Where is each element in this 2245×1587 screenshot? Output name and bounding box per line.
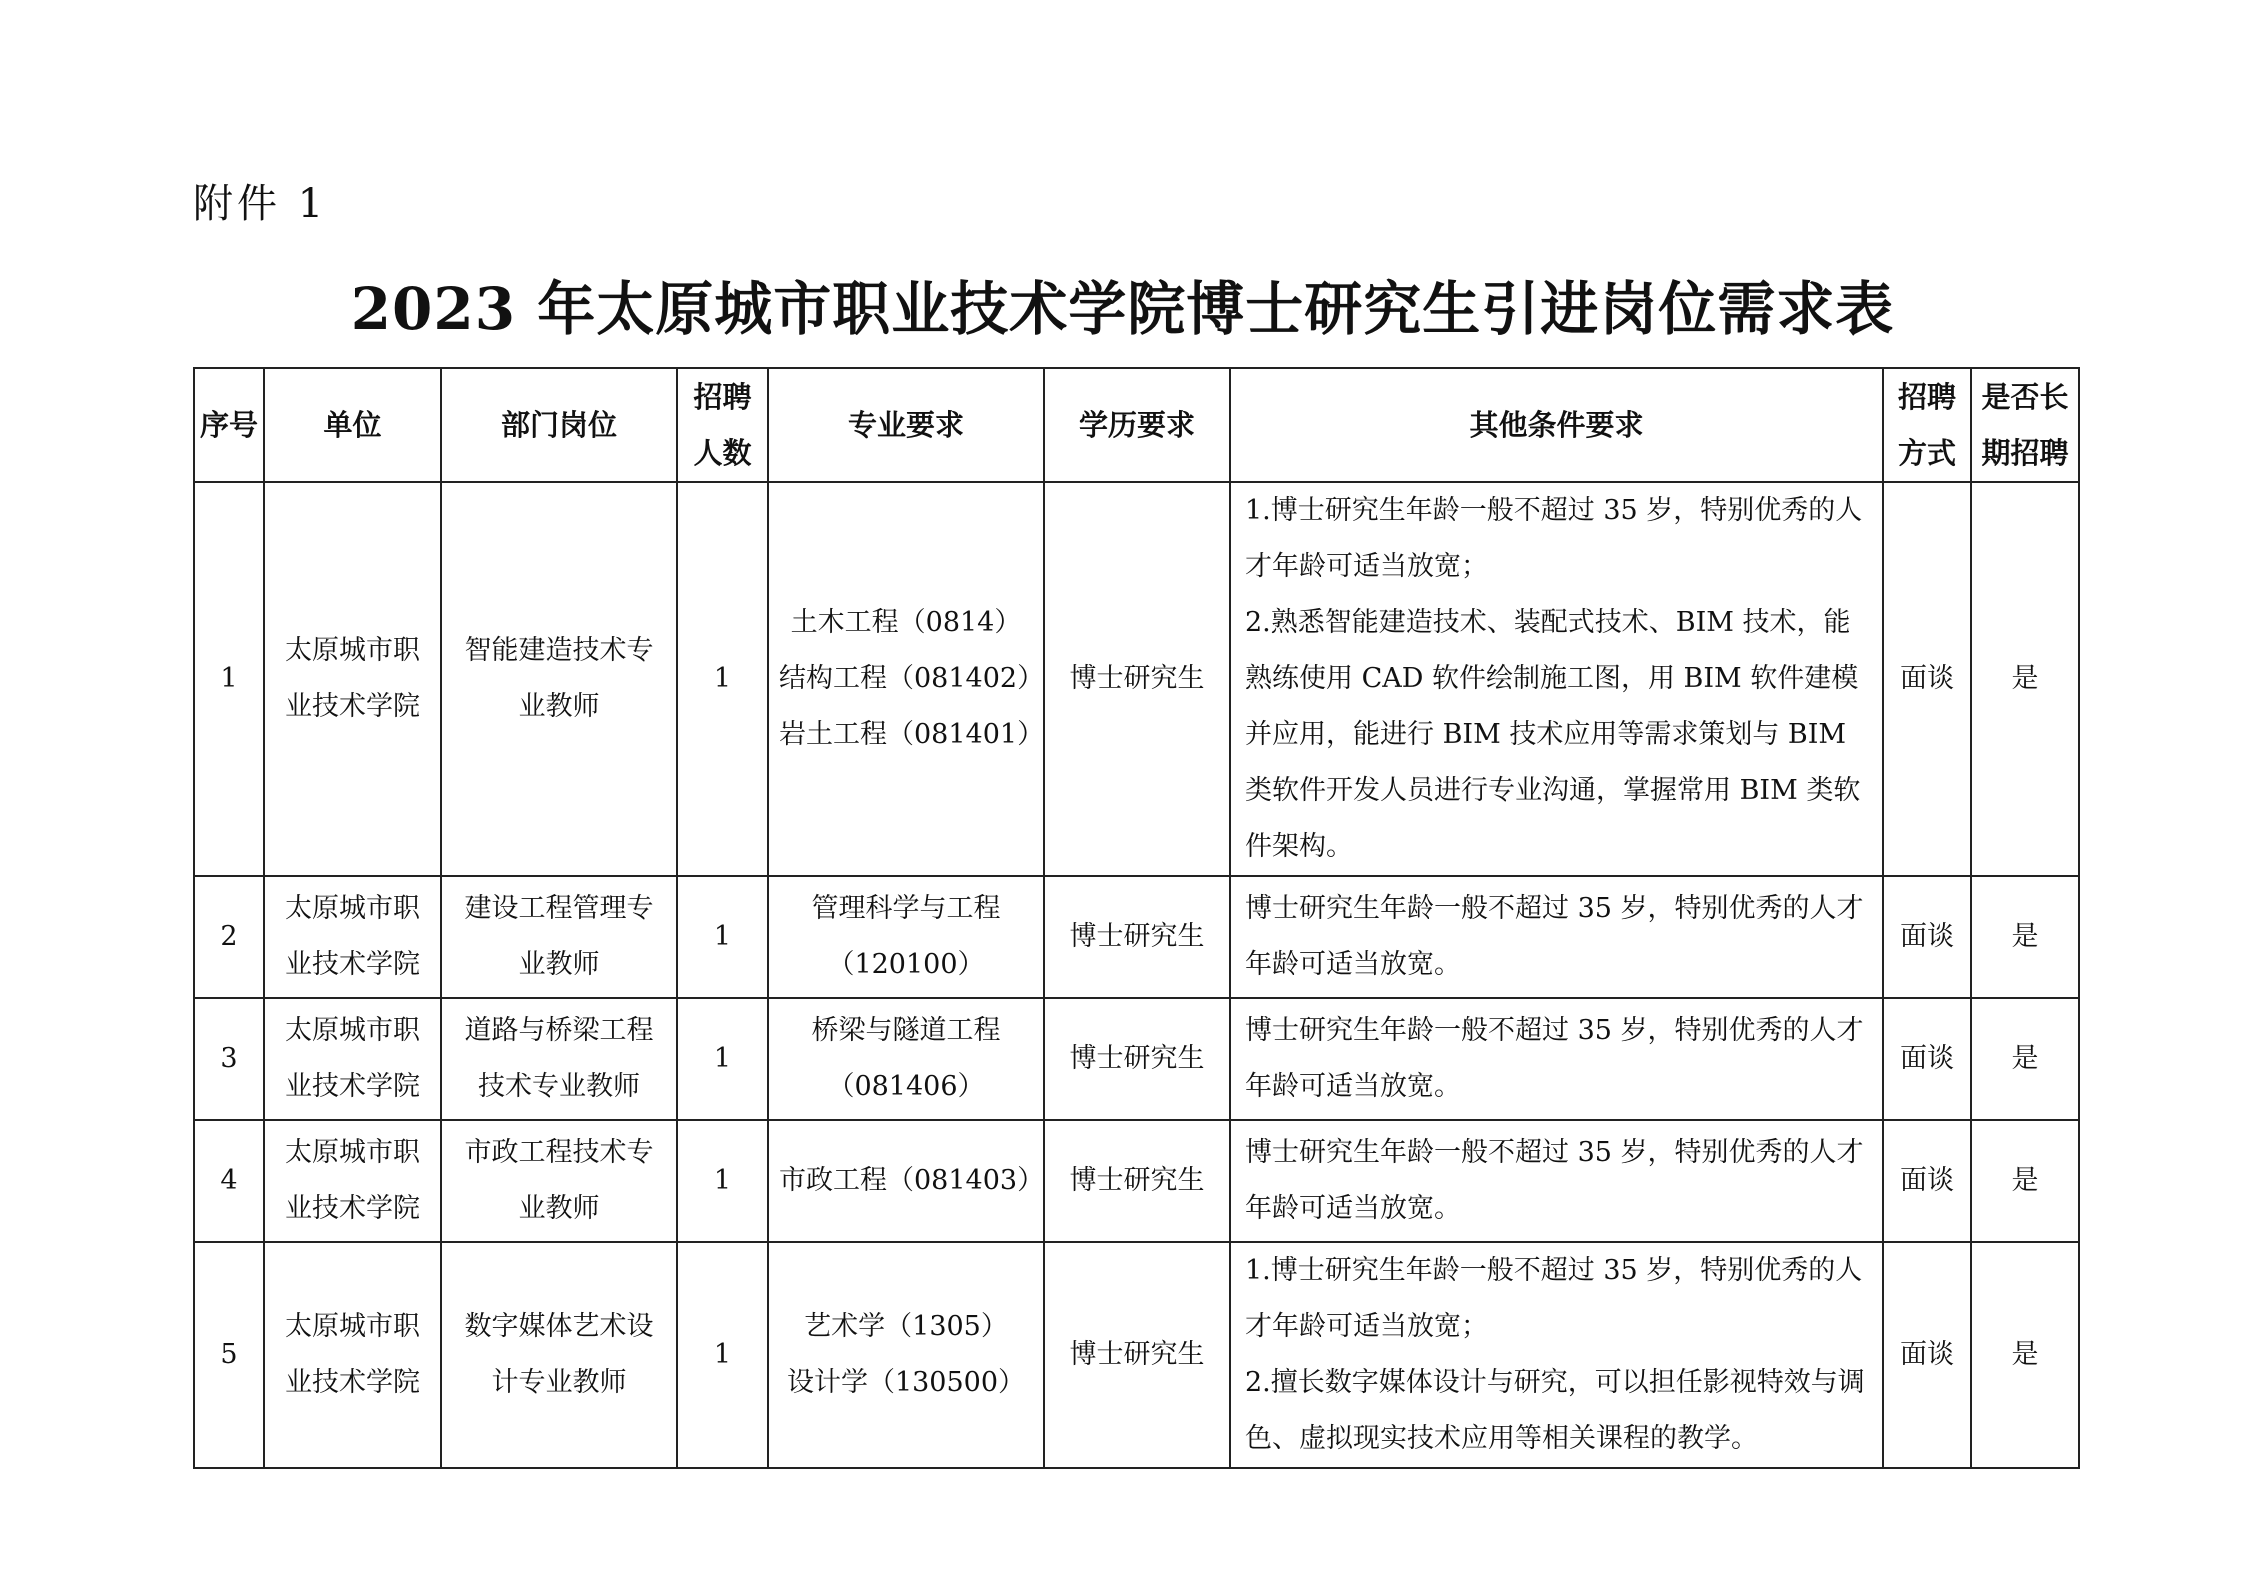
cell-method: 面谈	[1883, 998, 1971, 1120]
major-line: 岩土工程（081401）	[779, 719, 1045, 750]
cell-count: 1	[677, 1120, 768, 1242]
header-unit: 单位	[264, 368, 441, 482]
major-line: 艺术学（1305）	[804, 1311, 1008, 1342]
header-method-line: 招聘	[1897, 380, 1956, 414]
major-line: 管理科学与工程	[811, 893, 1001, 924]
cell-method: 面谈	[1883, 482, 1971, 876]
header-seq: 序号	[194, 368, 264, 482]
header-long-term-line: 期招聘	[1981, 436, 2069, 470]
header-method	[1883, 368, 1971, 482]
cell-unit: 太原城市职业技术学院	[264, 1120, 441, 1242]
cell-conditions	[1230, 1242, 1883, 1468]
table-row	[194, 482, 2079, 876]
header-education: 学历要求	[1044, 368, 1230, 482]
header-method-line: 方式	[1897, 436, 1956, 470]
cell-count: 1	[677, 1242, 768, 1468]
table-row	[194, 1120, 2079, 1242]
requirements-table	[193, 367, 2080, 1469]
header-count	[677, 368, 768, 482]
condition-item: 博士研究生年龄一般不超过 35 岁，特别优秀的人才年龄可适当放宽。	[1245, 893, 1864, 980]
major-line: 土木工程（0814）	[790, 607, 1022, 638]
table-header-row	[194, 368, 2079, 482]
cell-conditions	[1230, 876, 1883, 998]
condition-item: 博士研究生年龄一般不超过 35 岁，特别优秀的人才年龄可适当放宽。	[1245, 1137, 1864, 1224]
cell-conditions	[1230, 1120, 1883, 1242]
cell-unit: 太原城市职业技术学院	[264, 482, 441, 876]
cell-seq: 4	[194, 1120, 264, 1242]
condition-item: 2.熟悉智能建造技术、装配式技术、BIM 技术，能熟练使用 CAD 软件绘制施工图，用 BIM 软件建模并应用，能进行 BIM 技术应用等需求策划与 BIM 类软件开发人员进行专业沟通，掌握常用 BIM 类软件架构。	[1245, 607, 1861, 862]
header-count-line: 招聘	[693, 380, 752, 414]
cell-long-term: 是	[1971, 482, 2079, 876]
cell-seq: 3	[194, 998, 264, 1120]
cell-majors	[768, 1242, 1044, 1468]
cell-count: 1	[677, 876, 768, 998]
header-long-term	[1971, 368, 2079, 482]
cell-long-term: 是	[1971, 876, 2079, 998]
cell-majors	[768, 1120, 1044, 1242]
major-line: 设计学（130500）	[786, 1367, 1026, 1398]
cell-post: 数字媒体艺术设计专业教师	[441, 1242, 677, 1468]
cell-unit: 太原城市职业技术学院	[264, 1242, 441, 1468]
header-other: 其他条件要求	[1230, 368, 1883, 482]
cell-long-term: 是	[1971, 1242, 2079, 1468]
cell-long-term: 是	[1971, 1120, 2079, 1242]
cell-education: 博士研究生	[1044, 998, 1230, 1120]
condition-item: 1.博士研究生年龄一般不超过 35 岁，特别优秀的人才年龄可适当放宽；	[1245, 495, 1863, 582]
cell-post: 道路与桥梁工程技术专业教师	[441, 998, 677, 1120]
cell-education: 博士研究生	[1044, 876, 1230, 998]
cell-conditions	[1230, 482, 1883, 876]
major-line: 市政工程（081403）	[779, 1165, 1045, 1196]
cell-education: 博士研究生	[1044, 1242, 1230, 1468]
cell-method: 面谈	[1883, 1242, 1971, 1468]
cell-count: 1	[677, 998, 768, 1120]
cell-unit: 太原城市职业技术学院	[264, 998, 441, 1120]
table-row	[194, 876, 2079, 998]
condition-item: 1.博士研究生年龄一般不超过 35 岁，特别优秀的人才年龄可适当放宽；	[1245, 1255, 1863, 1342]
document-title: 2023 年太原城市职业技术学院博士研究生引进岗位需求表	[350, 275, 1895, 343]
table-row	[194, 998, 2079, 1120]
cell-post: 市政工程技术专业教师	[441, 1120, 677, 1242]
cell-majors	[768, 876, 1044, 998]
major-line: 结构工程（081402）	[779, 663, 1045, 694]
cell-seq: 2	[194, 876, 264, 998]
cell-majors	[768, 482, 1044, 876]
cell-method: 面谈	[1883, 876, 1971, 998]
condition-item: 博士研究生年龄一般不超过 35 岁，特别优秀的人才年龄可适当放宽。	[1245, 1015, 1864, 1102]
major-line: （120100）	[827, 949, 985, 980]
cell-long-term: 是	[1971, 998, 2079, 1120]
major-line: 桥梁与隧道工程	[811, 1015, 1001, 1046]
header-major: 专业要求	[768, 368, 1044, 482]
cell-post: 智能建造技术专业教师	[441, 482, 677, 876]
cell-seq: 5	[194, 1242, 264, 1468]
cell-unit: 太原城市职业技术学院	[264, 876, 441, 998]
major-line: （081406）	[827, 1071, 985, 1102]
cell-count: 1	[677, 482, 768, 876]
header-long-term-line: 是否长	[1981, 380, 2069, 414]
header-dept-post: 部门岗位	[441, 368, 677, 482]
cell-education: 博士研究生	[1044, 482, 1230, 876]
table-row	[194, 1242, 2079, 1468]
cell-conditions	[1230, 998, 1883, 1120]
cell-majors	[768, 998, 1044, 1120]
cell-seq: 1	[194, 482, 264, 876]
cell-education: 博士研究生	[1044, 1120, 1230, 1242]
header-count-line: 人数	[693, 436, 752, 470]
cell-post: 建设工程管理专业教师	[441, 876, 677, 998]
condition-item: 2.擅长数字媒体设计与研究，可以担任影视特效与调色、虚拟现实技术应用等相关课程的教学。	[1245, 1367, 1865, 1454]
attachment-label: 附件 1	[193, 181, 328, 227]
cell-method: 面谈	[1883, 1120, 1971, 1242]
